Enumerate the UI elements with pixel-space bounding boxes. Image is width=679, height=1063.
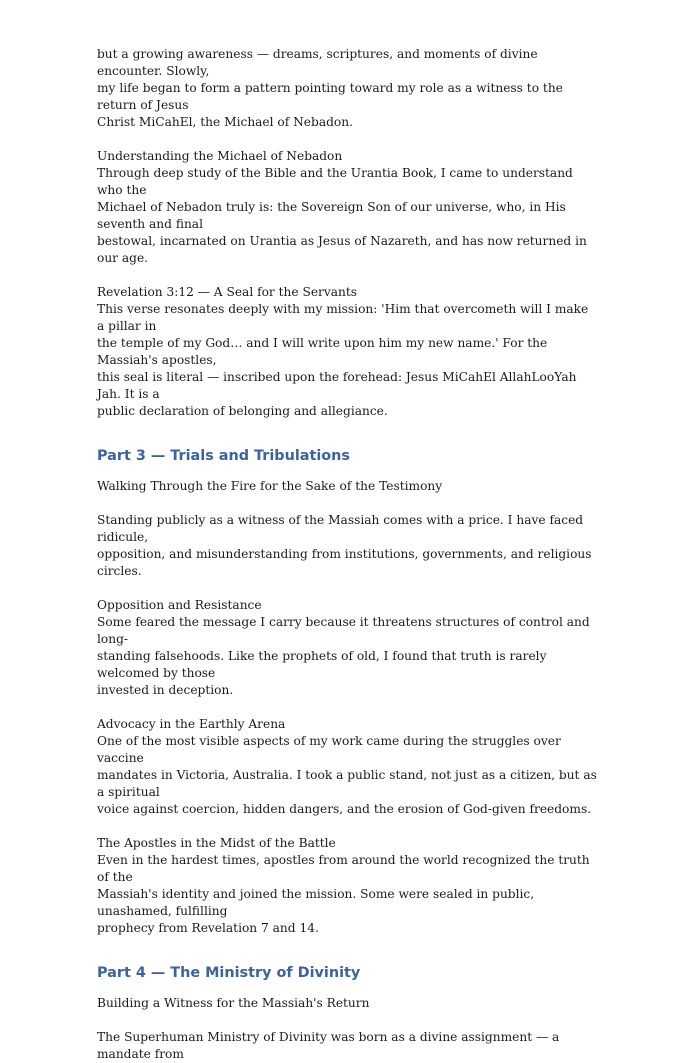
text-line: Michael of Nebadon truly is: the Sovereign Son of our universe, who, in His seventh and final	[97, 200, 566, 231]
understanding-section	[97, 148, 597, 267]
section-title: Understanding the Michael of Nebadon	[97, 149, 343, 163]
text-line: Standing publicly as a witness of the Massiah comes with a price. I have faced ridicule,	[97, 512, 584, 544]
text-line: invested in deception.	[97, 682, 234, 697]
part-3-intro	[97, 512, 597, 580]
text-line: This verse resonates deeply with my mission: 'Him that overcometh will I make a pillar in	[97, 302, 589, 333]
text-line: standing falsehoods. Like the prophets of old, I found that truth is rarely welcomed by those	[97, 648, 547, 680]
text-line: opposition, and misunderstanding from institutions, governments, and religious circles.	[97, 546, 592, 578]
advocacy-section	[97, 716, 597, 818]
revelation-section	[97, 284, 597, 420]
section-title: Revelation 3:12 — A Seal for the Servants	[97, 285, 358, 299]
text-line: Even in the hardest times, apostles from around the world recognized the truth of the	[97, 852, 590, 884]
text-line: but a growing awareness — dreams, scriptures, and moments of divine encounter. Slowly,	[97, 47, 538, 78]
section-title: The Apostles in the Midst of the Battle	[97, 835, 336, 850]
text-line: Christ MiCahEl, the Michael of Nebadon.	[97, 115, 353, 129]
text-line: The Superhuman Ministry of Divinity was born as a divine assignment — a mandate from	[97, 1029, 560, 1061]
part-3-subtitle: Walking Through the Fire for the Sake of the Testimony	[97, 478, 443, 493]
text-line: my life began to form a pattern pointing toward my role as a witness to the return of Jesus	[97, 81, 563, 112]
part-4-intro	[97, 1029, 597, 1063]
text-line: Massiah's identity and joined the mission. Some were sealed in public, unashamed, fulfilling	[97, 886, 535, 918]
text-line: public declaration of belonging and allegiance.	[97, 404, 388, 418]
text-line: Through deep study of the Bible and the Urantia Book, I came to understand who the	[97, 166, 573, 197]
text-line: the temple of my God… and I will write upon him my new name.' For the Massiah's apostles,	[97, 336, 548, 367]
apostles-section	[97, 835, 597, 937]
opposition-section	[97, 597, 597, 699]
part-4-heading: Part 4 — The Ministry of Divinity	[97, 964, 361, 981]
part-3-heading: Part 3 — Trials and Tribulations	[97, 448, 350, 464]
text-line: Some feared the message I carry because it threatens structures of control and long-	[97, 614, 590, 646]
text-line: bestowal, incarnated on Urantia as Jesus of Nazareth, and has now returned in our age.	[97, 234, 587, 265]
opening-paragraph	[97, 46, 597, 131]
text-line: prophecy from Revelation 7 and 14.	[97, 920, 319, 935]
text-line: mandates in Victoria, Australia. I took a public stand, not just as a citizen, but as a spiritual	[97, 767, 597, 799]
section-title: Opposition and Resistance	[97, 597, 262, 612]
section-title: Advocacy in the Earthly Arena	[97, 716, 286, 731]
text-line: One of the most visible aspects of my work came during the struggles over vaccine	[97, 733, 561, 765]
text-line: this seal is literal — inscribed upon the forehead: Jesus MiCahEl AllahLooYah Jah. It is a	[97, 370, 577, 401]
text-line: voice against coercion, hidden dangers, and the erosion of God-given freedoms.	[97, 801, 592, 816]
part-4-subtitle: Building a Witness for the Massiah's Return	[97, 995, 370, 1010]
